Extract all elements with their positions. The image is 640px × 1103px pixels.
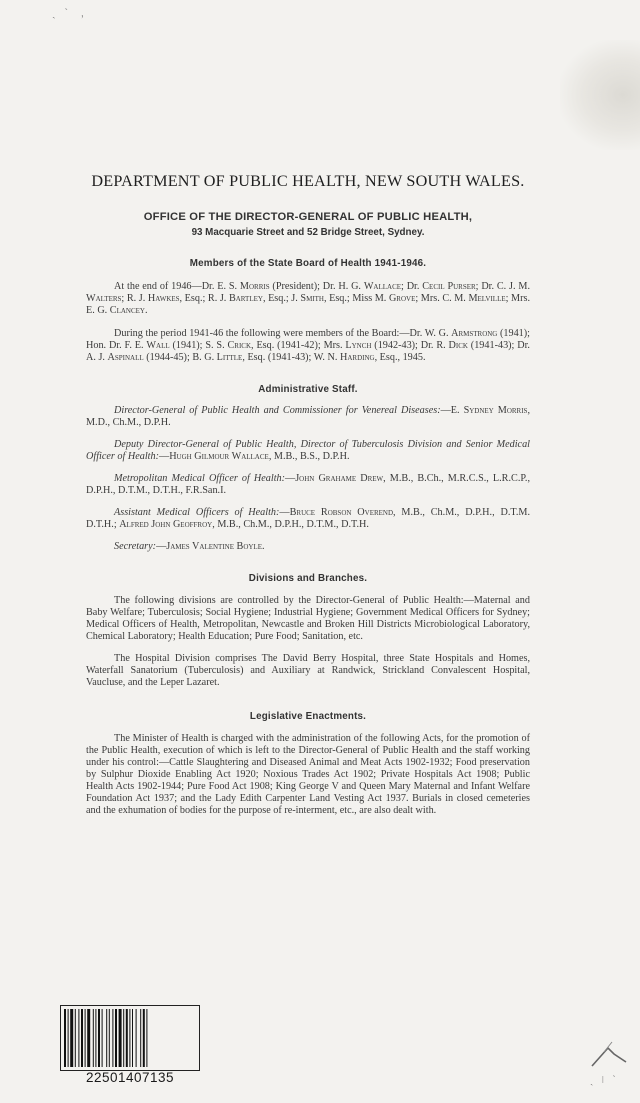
barcode-bar [126,1009,128,1067]
office-address: 93 Macquarie Street and 52 Bridge Street, Sydney. [191,227,425,238]
barcode-bar [143,1009,145,1067]
admin-secretary: Secretary:—James Valentine Boyle. [114,541,265,552]
document-body [86,172,530,817]
board-former-members-paragraph: During the period 1941-46 the following were members of the Board:—Dr. W. G. Armstrong (1941); Hon. Dr. F. E. Wall (1941); S. S. Crick, Esq. (1941-42); Mrs. Lynch (1942-43); Dr. R. Dick (1941-43); Dr. A. J. Aspinall (1944-45); B. G. Little, Esq. (1941-43); W. N. Harding, Esq., 1945. [86,328,530,363]
legislative-heading: Legislative Enactments. [249,711,367,722]
barcode-bar [78,1009,79,1067]
barcode-bar [98,1009,100,1067]
paper-stain [560,40,640,150]
barcode-bar [81,1009,83,1067]
barcode-bar [132,1009,133,1067]
barcode-bar [102,1009,103,1067]
barcode-bar [95,1009,96,1067]
divisions-paragraph: The following divisions are controlled by the Director-General of Public Health:—Maternal and Baby Welfare; Tuberculosis; Social Hygiene; Industrial Hygiene; Government Medical Officers for Sydney; Medical Officers of Health, Metropolitan, Newcastle and Broken Hill Districts Microbiological Laboratory, Chemical Laboratory; Health Education; Pure Food; Sanitation, etc. [86,595,530,642]
barcode-bar [109,1009,110,1067]
library-barcode [60,1005,200,1071]
barcode-bar [112,1009,113,1067]
admin-assistant-officers: Assistant Medical Officers of Health:—Bruce Robson Overend, M.B., Ch.M., D.P.H., D.T.M. D.T.H.; Alfred John Geoffroy, M.B., Ch.M., D.P.H., D.T.M., D.T.H. [86,507,530,530]
admin-director-general: Director-General of Public Health and Commissioner for Venereal Diseases:—E. Sydney Morris, M.D., Ch.M., D.P.H. [86,405,530,428]
legislative-paragraph: The Minister of Health is charged with the administration of the following Acts, for the promotion of the Public Health, execution of which is left to the Director-General of Public Health and the staff working under his control:—Cattle Slaughtering and Diseased Animal and Meat Acts 1902-1932; Food preservation by Sulphur Dioxide Enabling Act 1920; Noxious Trades Act 1902; Private Hospitals Act 1908; Public Health Acts 1902-1944; Pure Food Act 1908; King George V and Queen Mary Maternal and Infant Welfare Foundation Act 1937; and the Lady Edith Carpenter Land Vesting Act 1937. Burials in closed cemeteries and the exhumation of bodies for the purpose of re-interment, etc., are also dealt with. [86,733,530,816]
barcode-bar [106,1009,107,1067]
barcode-bar [75,1009,76,1067]
barcode-bar [119,1009,122,1067]
hospital-division-paragraph: The Hospital Division comprises The David Berry Hospital, three State Hospitals and Homes, Waterfall Sanatorium (Tuberculosis) and Auxiliary at Randwick, Strickland Convalescent Hospital, Vaucluse, and the Leper Lazaret. [86,653,530,688]
admin-metropolitan-officer: Metropolitan Medical Officer of Health:—John Grahame Drew, M.B., B.Ch., M.R.C.S., L.R.C.P., D.P.H., D.T.M., D.T.H., F.R.San.I. [86,473,530,496]
barcode-bar [123,1009,124,1067]
barcode-bar [64,1009,66,1067]
barcode-bar [140,1009,141,1067]
divisions-heading: Divisions and Branches. [248,573,368,584]
barcode-bar [68,1009,69,1067]
barcode-bar [87,1009,90,1067]
board-heading: Members of the State Board of Health 1941-1946. [189,258,427,269]
paper-specks: ˎ ǀ ˋ [590,1075,619,1086]
barcode-bar [146,1009,147,1067]
barcode-bar [85,1009,86,1067]
office-title: OFFICE OF THE DIRECTOR-GENERAL OF PUBLIC HEALTH, [143,211,473,223]
paper-specks: ˎ ˋ ﹐ [52,7,91,19]
board-members-paragraph: At the end of 1946—Dr. E. S. Morris (President); Dr. H. G. Wallace; Dr. Cecil Purser; Dr. C. J. M. Walters; R. J. Hawkes, Esq.; R. J. Bartley, Esq.; J. Smith, Esq.; Miss M. Grove; Mrs. C. M. Melville; Mrs. E. G. Clancey. [86,281,531,316]
admin-heading: Administrative Staff. [258,384,358,395]
department-title: DEPARTMENT OF PUBLIC HEALTH, NEW SOUTH WALES. [91,172,525,190]
barcode-bar [129,1009,130,1067]
barcode-bar [115,1009,117,1067]
admin-deputy-director: Deputy Director-General of Public Health, Director of Tuberculosis Division and Senior Medical Officer of Health:—Hugh Gilmour Wallace, M.B., B.S., D.P.H. [86,439,530,462]
barcode-bar [70,1009,73,1067]
barcode-bar [136,1009,137,1067]
paper-mark [590,1040,630,1068]
barcode-bar [93,1009,94,1067]
barcode-number: 22501407135 [85,1070,175,1085]
